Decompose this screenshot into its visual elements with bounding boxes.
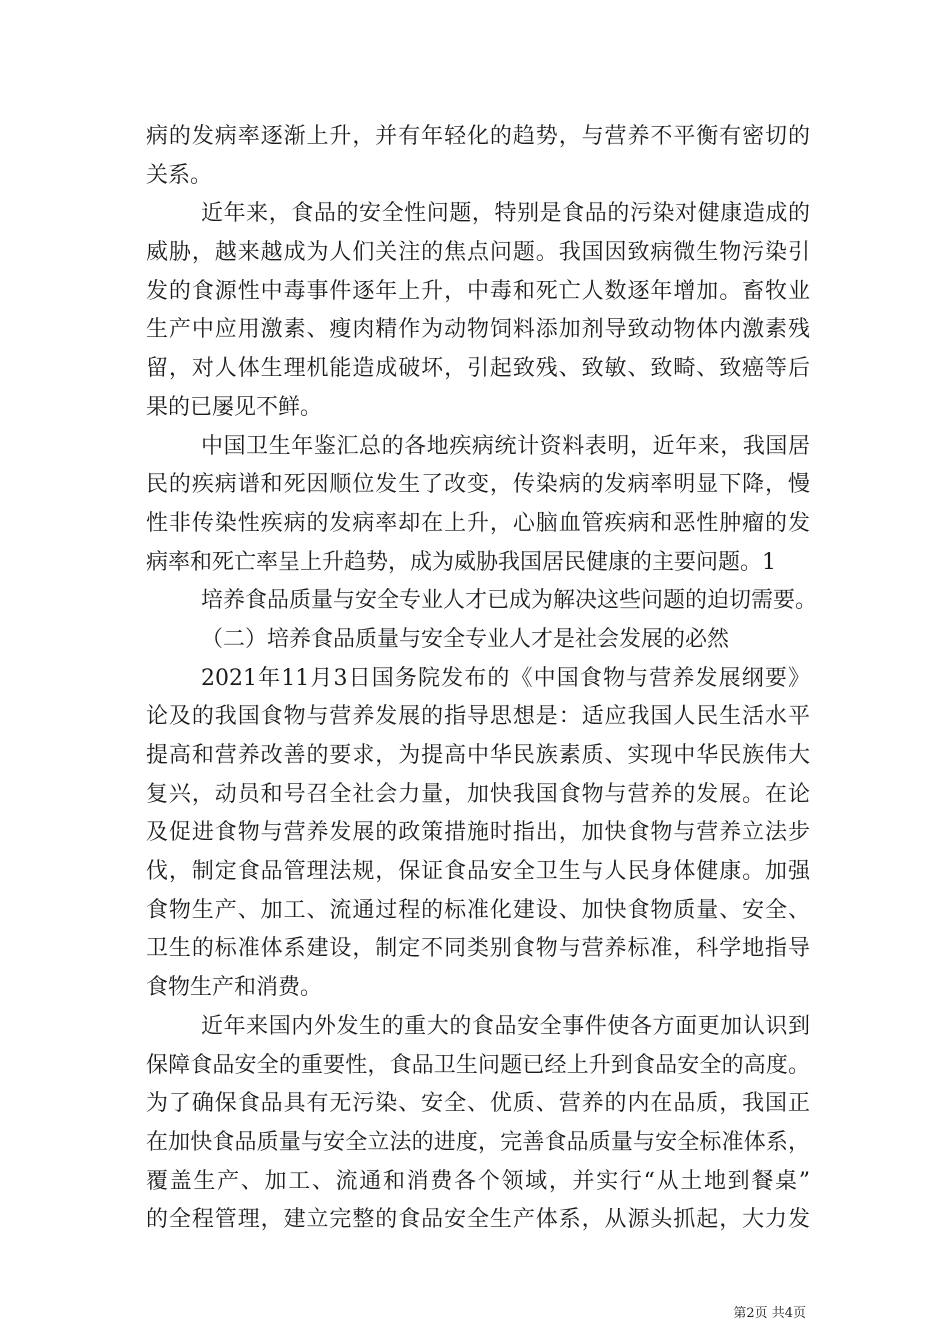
text-line: 卫生的标准体系建设，制定不同类别食物与营养标准，科学地指导: [146, 936, 810, 962]
text-line: 在加快食品质量与安全立法的进度，完善食品质量与安全标准体系，: [146, 1129, 810, 1155]
text-line: 覆盖生产、加工、流通和消费各个领域，并实行“从土地到餐桌”: [146, 1168, 810, 1194]
page-number: 第2页 共4页: [733, 1306, 806, 1321]
text-line: 民的疾病谱和死因顺位发生了改变，传染病的发病率明显下降，慢: [146, 472, 810, 498]
text-line: 威胁，越来越成为人们关注的焦点问题。我国因致病微生物污染引: [146, 240, 810, 266]
text-line: 2021年11月3日国务院发布的《中国食物与营养发展纲要》: [201, 665, 810, 691]
text-line: 发的食源性中毒事件逐年上升，中毒和死亡人数逐年增加。畜牧业: [146, 278, 810, 304]
text-line: 生产中应用激素、瘦肉精作为动物饲料添加剂导致动物体内激素残: [146, 317, 810, 343]
text-line: 食物生产和消费。: [146, 975, 323, 1001]
text-line: 留，对人体生理机能造成破坏，引起致残、致敏、致畸、致癌等后: [146, 356, 810, 382]
text-line: 近年来国内外发生的重大的食品安全事件使各方面更加认识到: [201, 1013, 810, 1039]
text-line: （二）培养食品质量与安全专业人才是社会发展的必然: [201, 626, 730, 652]
text-line: 的全程管理，建立完整的食品安全生产体系，从源头抓起，大力发: [146, 1207, 810, 1233]
text-line: 食物生产、加工、流通过程的标准化建设、加快食物质量、安全、: [146, 897, 810, 923]
text-line: 性非传染性疾病的发病率却在上升，心脑血管疾病和恶性肿瘤的发: [146, 510, 810, 536]
text-line: 论及的我国食物与营养发展的指导思想是：适应我国人民生活水平: [146, 704, 810, 730]
text-line: 果的已屡见不鲜。: [146, 394, 323, 420]
text-line: 保障食品安全的重要性，食品卫生问题已经上升到食品安全的高度。: [146, 1052, 810, 1078]
text-line: 提高和营养改善的要求，为提高中华民族素质、实现中华民族伟大: [146, 743, 810, 768]
text-line: 关系。: [146, 162, 213, 188]
document-body: [146, 118, 818, 1240]
text-line: 近年来，食品的安全性问题，特别是食品的污染对健康造成的: [201, 201, 810, 227]
text-line: 复兴，动员和号召全社会力量，加快我国食物与营养的发展。在论: [146, 781, 810, 807]
text-line: 及促进食物与营养发展的政策措施时指出，加快食物与营养立法步: [146, 820, 810, 846]
text-line: 病的发病率逐渐上升，并有年轻化的趋势，与营养不平衡有密切的: [146, 124, 810, 149]
text-line: 培养食品质量与安全专业人才已成为解决这些问题的迫切需要。: [201, 588, 818, 614]
text-line: 为了确保食品具有无污染、安全、优质、营养的内在品质，我国正: [146, 1091, 810, 1117]
text-line: 病率和死亡率呈上升趋势，成为威胁我国居民健康的主要问题。1: [146, 549, 776, 575]
text-line: 伐，制定食品管理法规，保证食品安全卫生与人民身体健康。加强: [146, 859, 810, 885]
text-line: 中国卫生年鉴汇总的各地疾病统计资料表明，近年来，我国居: [201, 433, 810, 459]
